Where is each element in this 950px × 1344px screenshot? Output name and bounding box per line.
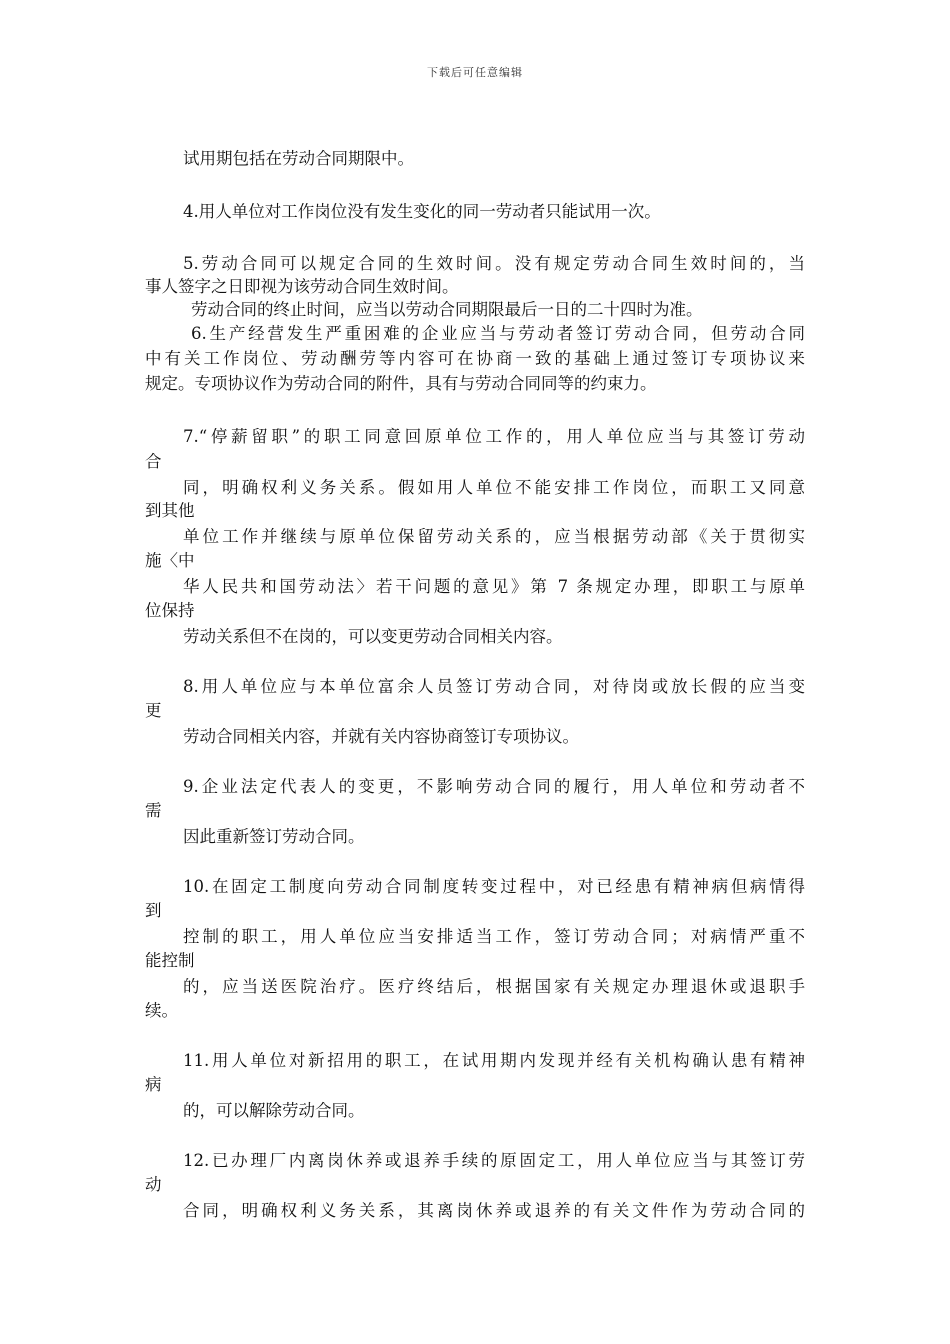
text-line: 事人签字之日即视为该劳动合同生效时间。 bbox=[145, 277, 459, 296]
text-line: 单位工作并继续与原单位保留劳动关系的，应当根据劳动部《关于贯彻实 bbox=[183, 527, 805, 546]
text-line: 更 bbox=[145, 701, 162, 720]
text-line: 位保持 bbox=[145, 601, 195, 620]
text-line: 施〈中 bbox=[145, 551, 195, 570]
text-line: 动 bbox=[145, 1175, 162, 1194]
text-line: 到其他 bbox=[145, 501, 195, 520]
text-line: 劳动关系但不在岗的，可以变更劳动合同相关内容。 bbox=[183, 627, 563, 646]
text-line: 7.“停薪留职”的职工同意回原单位工作的，用人单位应当与其签订劳动 bbox=[183, 427, 805, 446]
text-line: 病 bbox=[145, 1075, 162, 1094]
text-line: 10.在固定工制度向劳动合同制度转变过程中，对已经患有精神病但病情得 bbox=[183, 877, 805, 896]
text-line: 中有关工作岗位、劳动酬劳等内容可在协商一致的基础上通过签订专项协议来 bbox=[145, 349, 805, 368]
text-line: 需 bbox=[145, 801, 162, 820]
text-line: 的，应当送医院治疗。医疗终结后，根据国家有关规定办理退休或退职手 bbox=[183, 977, 805, 996]
text-line: 控制的职工，用人单位应当安排适当工作，签订劳动合同；对病情严重不 bbox=[183, 927, 805, 946]
text-line: 8.用人单位应与本单位富余人员签订劳动合同，对待岗或放长假的应当变 bbox=[183, 677, 805, 696]
text-line: 11.用人单位对新招用的职工，在试用期内发现并经有关机构确认患有精神 bbox=[183, 1051, 805, 1070]
text-line: 规定。专项协议作为劳动合同的附件，具有与劳动合同同等的约束力。 bbox=[145, 374, 657, 393]
text-line: 劳动合同的终止时间，应当以劳动合同期限最后一日的二十四时为准。 bbox=[191, 300, 703, 319]
text-line: 的，可以解除劳动合同。 bbox=[183, 1101, 365, 1120]
text-line: 6.生产经营发生严重困难的企业应当与劳动者签订劳动合同，但劳动合同 bbox=[191, 324, 805, 343]
text-line: 12.已办理厂内离岗休养或退养手续的原固定工，用人单位应当与其签订劳 bbox=[183, 1151, 805, 1170]
text-line: 能控制 bbox=[145, 951, 195, 970]
text-line: 劳动合同相关内容，并就有关内容协商签订专项协议。 bbox=[183, 727, 579, 746]
text-line: 4.用人单位对工作岗位没有发生变化的同一劳动者只能试用一次。 bbox=[183, 202, 661, 221]
text-line: 华人民共和国劳动法〉若干问题的意见》第 7 条规定办理，即职工与原单 bbox=[183, 577, 805, 596]
text-line: 合同，明确权利义务关系，其离岗休养或退养的有关文件作为劳动合同的 bbox=[183, 1201, 805, 1220]
text-line: 5.劳动合同可以规定合同的生效时间。没有规定劳动合同生效时间的，当 bbox=[183, 254, 805, 273]
text-line: 同，明确权利义务关系。假如用人单位不能安排工作岗位，而职工又同意 bbox=[183, 478, 805, 497]
page-header: 下载后可任意编辑 bbox=[427, 66, 523, 79]
text-line: 合 bbox=[145, 452, 162, 471]
text-line: 9.企业法定代表人的变更，不影响劳动合同的履行，用人单位和劳动者不 bbox=[183, 777, 805, 796]
text-line: 续。 bbox=[145, 1001, 178, 1020]
text-line: 试用期包括在劳动合同期限中。 bbox=[183, 149, 414, 168]
text-line: 到 bbox=[145, 901, 162, 920]
text-line: 因此重新签订劳动合同。 bbox=[183, 827, 365, 846]
